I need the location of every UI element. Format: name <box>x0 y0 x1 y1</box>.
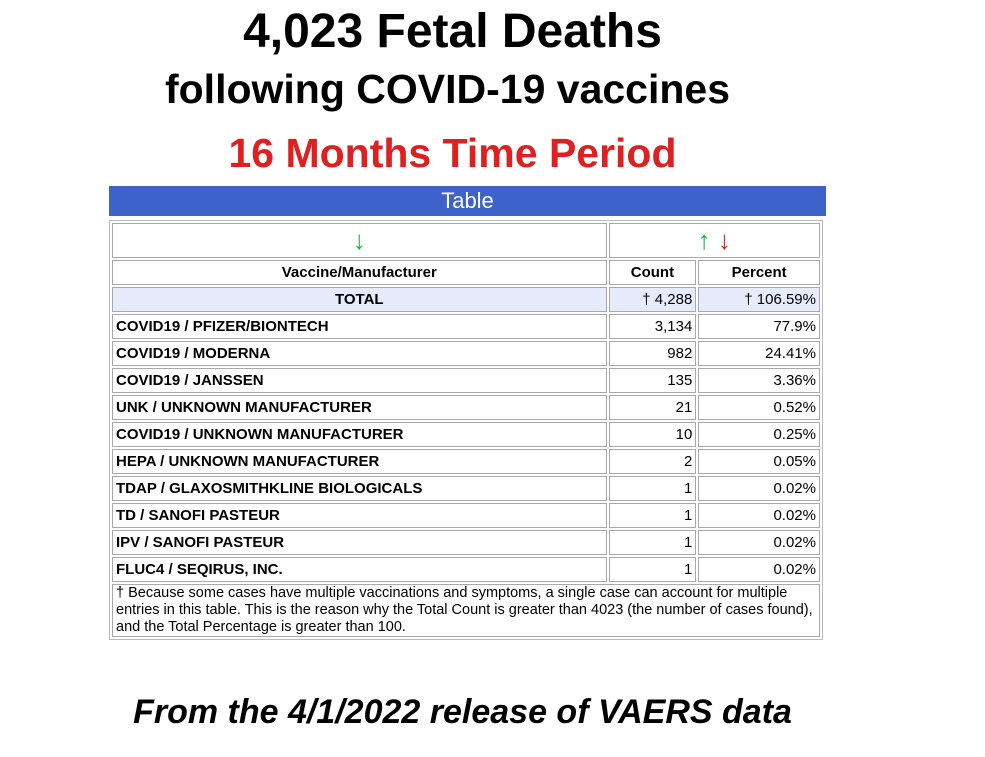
sort-name-cell[interactable] <box>112 223 607 258</box>
vaccine-name-cell: COVID19 / JANSSEN <box>112 368 607 393</box>
col-header-percent[interactable]: Percent <box>698 260 820 285</box>
table-row <box>112 476 820 501</box>
vaccine-name-cell: IPV / SANOFI PASTEUR <box>112 530 607 555</box>
arrow-up-green-icon[interactable]: ↑ <box>697 225 711 255</box>
count-cell: 1 <box>609 503 697 528</box>
title-following-vaccines: following COVID-19 vaccines <box>164 66 731 112</box>
arrow-down-red-icon[interactable]: ↓ <box>717 225 731 255</box>
table-row <box>112 422 820 447</box>
percent-cell: 0.02% <box>698 476 820 501</box>
count-cell: 21 <box>609 395 697 420</box>
vaccine-name-cell: UNK / UNKNOWN MANUFACTURER <box>112 395 607 420</box>
percent-cell: 0.52% <box>698 395 820 420</box>
col-header-vaccine[interactable]: Vaccine/Manufacturer <box>112 260 607 285</box>
col-header-count[interactable]: Count <box>609 260 697 285</box>
title-time-period: 16 Months Time Period <box>228 130 677 176</box>
count-cell: 135 <box>609 368 697 393</box>
count-cell: 10 <box>609 422 697 447</box>
vaccine-name-cell: TDAP / GLAXOSMITHKLINE BIOLOGICALS <box>112 476 607 501</box>
source-caption: From the 4/1/2022 release of VAERS data <box>133 693 792 731</box>
total-row <box>112 287 820 312</box>
total-percent: † 106.59% <box>698 287 820 312</box>
count-cell: 2 <box>609 449 697 474</box>
percent-cell: 3.36% <box>698 368 820 393</box>
table-row <box>112 395 820 420</box>
table-row <box>112 503 820 528</box>
vaccine-name-cell: TD / SANOFI PASTEUR <box>112 503 607 528</box>
count-cell: 1 <box>609 476 697 501</box>
sort-value-cell[interactable] <box>609 223 820 258</box>
arrow-down-green-icon[interactable]: ↓ <box>352 225 366 255</box>
total-count: † 4,288 <box>609 287 697 312</box>
footnote-text: † Because some cases have multiple vaccinations and symptoms, a single case can account for multiple entries in this table. This is the reason why the Total Count is greater than 4023 (the number of cases found), and the Total Percentage is greater than 100. <box>112 584 820 637</box>
percent-cell: 77.9% <box>698 314 820 339</box>
vaccine-name-cell: FLUC4 / SEQIRUS, INC. <box>112 557 607 582</box>
table-row <box>112 341 820 366</box>
vaers-table <box>109 220 823 640</box>
vaccine-name-cell: COVID19 / UNKNOWN MANUFACTURER <box>112 422 607 447</box>
title-fetal-deaths: 4,023 Fetal Deaths <box>243 5 662 58</box>
vaccine-name-cell: COVID19 / PFIZER/BIONTECH <box>112 314 607 339</box>
table-row <box>112 557 820 582</box>
percent-cell: 0.05% <box>698 449 820 474</box>
table-row <box>112 368 820 393</box>
count-cell: 1 <box>609 530 697 555</box>
count-cell: 1 <box>609 557 697 582</box>
sort-arrows-row <box>112 223 820 258</box>
count-cell: 3,134 <box>609 314 697 339</box>
total-label: TOTAL <box>112 287 607 312</box>
table-row <box>112 530 820 555</box>
percent-cell: 24.41% <box>698 341 820 366</box>
column-header-row <box>112 260 820 285</box>
percent-cell: 0.02% <box>698 530 820 555</box>
percent-cell: 0.02% <box>698 557 820 582</box>
footnote-row <box>112 584 820 637</box>
percent-cell: 0.02% <box>698 503 820 528</box>
table-row <box>112 314 820 339</box>
count-cell: 982 <box>609 341 697 366</box>
vaccine-name-cell: HEPA / UNKNOWN MANUFACTURER <box>112 449 607 474</box>
percent-cell: 0.25% <box>698 422 820 447</box>
table-row <box>112 449 820 474</box>
vaccine-name-cell: COVID19 / MODERNA <box>112 341 607 366</box>
table-header-bar: Table <box>109 186 826 216</box>
